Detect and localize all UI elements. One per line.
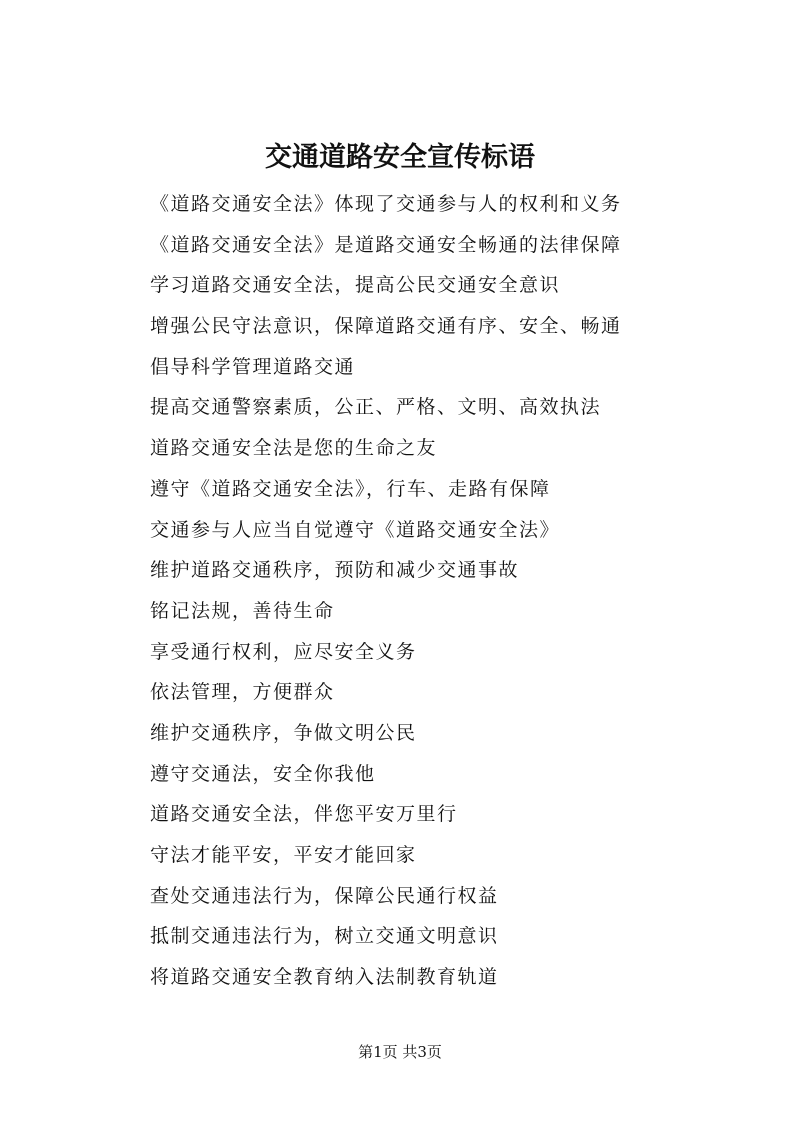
- page-number-footer: 第1页 共3页: [358, 1043, 442, 1061]
- slogan-line: 享受通行权利，应尽安全义务: [150, 640, 417, 663]
- slogan-line: 将道路交通安全教育纳入法制教育轨道: [150, 966, 499, 989]
- slogan-line: 抵制交通违法行为，树立交通文明意识: [150, 925, 499, 948]
- slogan-list: [150, 184, 710, 998]
- slogan-line: 铭记法规，善待生命: [150, 599, 335, 622]
- slogan-line: 道路交通安全法，伴您平安万里行: [150, 803, 458, 826]
- slogan-line: 遵守《道路交通安全法》，行车、走路有保障: [150, 477, 551, 500]
- slogan-line: 维护道路交通秩序，预防和减少交通事故: [150, 559, 520, 582]
- slogan-line: 《道路交通安全法》是道路交通安全畅通的法律保障: [150, 233, 622, 256]
- slogan-line: 遵守交通法，安全你我他: [150, 762, 376, 785]
- slogan-line: 交通参与人应当自觉遵守《道路交通安全法》: [150, 518, 561, 541]
- slogan-line: 依法管理，方便群众: [150, 681, 335, 704]
- slogan-line: 学习道路交通安全法，提高公民交通安全意识: [150, 274, 561, 297]
- slogan-line: 维护交通秩序，争做文明公民: [150, 721, 417, 744]
- page-title: 交通道路安全宣传标语: [265, 142, 535, 173]
- slogan-line: 查处交通违法行为，保障公民通行权益: [150, 884, 499, 907]
- slogan-line: 道路交通安全法是您的生命之友: [150, 437, 438, 460]
- slogan-line: 增强公民守法意识，保障道路交通有序、安全、畅通: [150, 315, 622, 338]
- slogan-line: 提高交通警察素质，公正、严格、文明、高效执法: [150, 396, 602, 419]
- slogan-line: 《道路交通安全法》体现了交通参与人的权利和义务: [150, 193, 622, 215]
- slogan-line: 守法才能平安，平安才能回家: [150, 844, 417, 866]
- slogan-line: 倡导科学管理道路交通: [150, 355, 356, 378]
